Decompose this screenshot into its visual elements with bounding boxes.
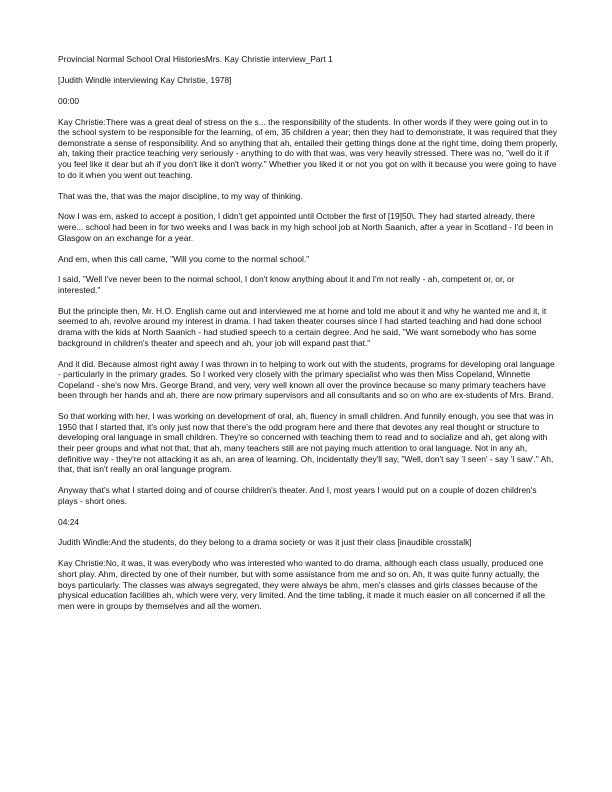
paragraph: And it did. Because almost right away I was thrown in to helping to work out with the students, programs for developing oral language - particularly in the primary grades. So I worked very closely with the primary specialist who was then Miss Copeland, Winnette Copeland - she's now Mrs. George Brand, and very, very well known all over the province because so many primary teachers have been through her hands and ah, there are now primary supervisors and all consultants and so on who are ex-students of Mrs. Brand.: [58, 358, 555, 401]
paragraph: Kay Christie:No, it was, it was everybody who was interested who wanted to do drama, although each class usually, produced one short play. Ahm, directed by one of their number, but with some assistance from me and so on. Ah, it was quite funny actually, the boys particularly. The classes was always segregated, they were always be ahm, men's classes and girls classes because of the physical education facilities ah, which were very, very limited. And the time tabling, it made it much easier on all concerned if all the men were in groups by themselves and all the women.: [58, 558, 546, 611]
document-title: Provincial Normal School Oral HistoriesMrs. Kay Christie interview_Part 1: [58, 54, 333, 64]
paragraph: Now I was em, asked to accept a position, I didn't get appointed until October the first of [19]50\. They had started already, there were... school had been in for two weeks and I was back in my high school job at North Saanich, after a year in Scotland - I'd been in Glasgow on an exchange for a year.: [58, 211, 554, 243]
timestamp: 00:00: [58, 95, 80, 106]
paragraph: Anyway that's what I started doing and of course children's theater. And I, most years I would put on a couple of dozen children's plays - short ones.: [58, 485, 537, 506]
interview-byline: [Judith Windle interviewing Kay Christie, 1978]: [58, 74, 232, 85]
paragraph: Judith Windle:And the students, do they belong to a drama society or was it just their class [inaudible crosstalk]: [58, 537, 472, 548]
paragraph: But the principle then, Mr. H.O. English came out and interviewed me at home and told me about it and why he wanted me and it, it seemed to ah, revolve around my interest in drama. I had taken theater courses since I had started teaching and had done school drama with the kids at North Saanich - had studied speech to a certain degree. And he said, "We want somebody who has some background in children's theater and speech and ah, your job will expand past that.": [58, 305, 547, 348]
paragraph: I said, "Well I've never been to the normal school, I don't know anything about it and I'm not really - ah, competent or, or, or interested.": [58, 274, 515, 295]
paragraph: So that working with her, I was working on development of oral, ah, fluency in small children. And funnily enough, you see that was in 1950 that I started that, it's only just now that there's the odd program here and there that devotes any real thought or structure to developing oral language in small children. They're so concerned with teaching them to read and to socialize and ah, get along with their peer groups and what not that, that ah, many teachers still are not paying much attention to oral language. Not in any ah, definitive way - they're not attacking it as ah, an area of learning. Oh, incidentally they'll say, "Well, don't say 'I seen' - say 'I saw'." Ah, that, that isn't really an oral language program.: [58, 411, 554, 475]
paragraph: That was the, that was the major discipline, to my way of thinking.: [58, 190, 303, 201]
paragraph: Kay Christie:There was a great deal of stress on the s... the responsibility of the students. In other words if they were going out in to the school system to be responsible for the learning, of em, 35 children a year; then they had to demonstrate, it was required that they demonstrate a sense of responsibility. And so anything that ah, entailed their getting things done at the right time, doing them properly, ah, taking their practice teaching very seriously - anything to do with that was, was very heavily stressed. There was no, "well do it if you feel like it dear but ah if you don't like it don't worry." Whether you liked it or not you got on with it because you were going to have to do it when you went out teaching.: [58, 116, 558, 180]
paragraph: And em, when this call came, "Will you come to the normal school.": [58, 253, 310, 264]
timestamp: 04:24: [58, 516, 80, 527]
document-page: [58, 54, 558, 622]
